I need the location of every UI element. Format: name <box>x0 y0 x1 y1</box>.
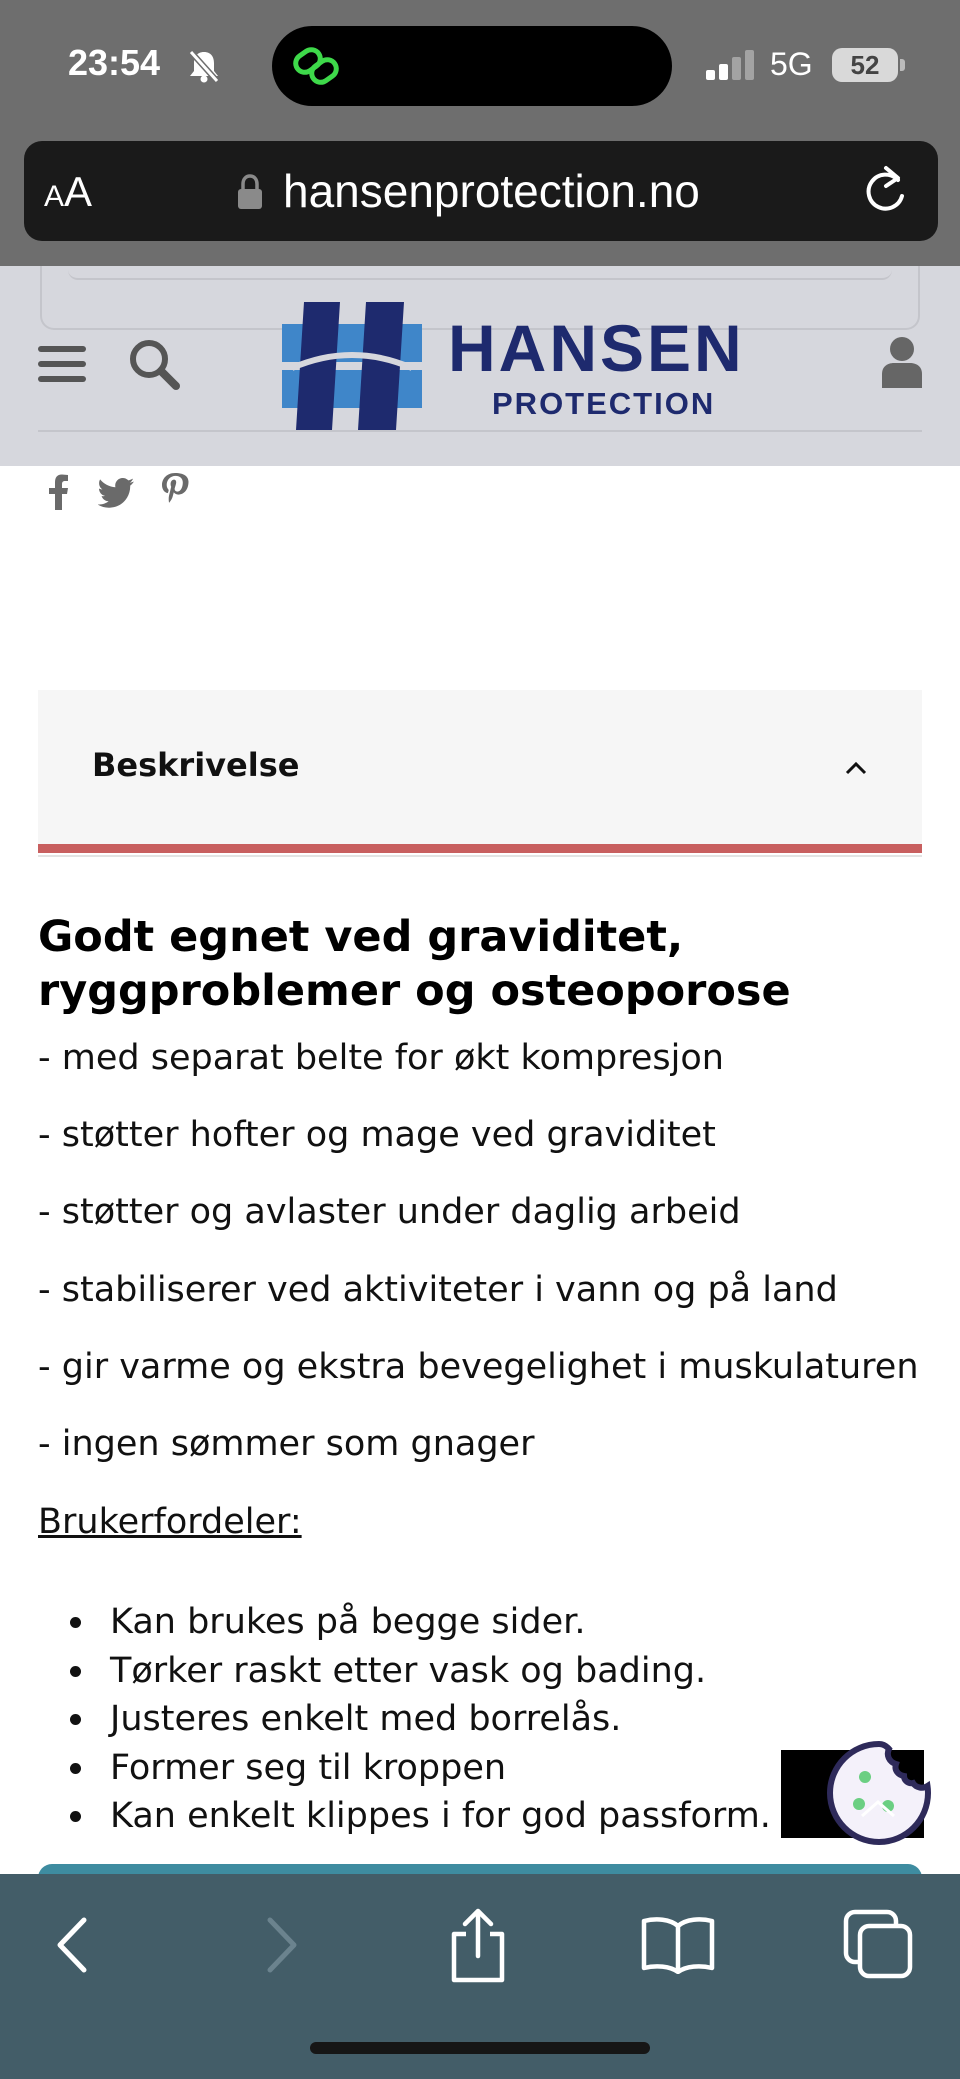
tabs-icon[interactable] <box>842 1908 914 1980</box>
pinterest-icon[interactable] <box>160 472 190 510</box>
header-divider <box>38 430 922 432</box>
accordion-divider <box>38 855 922 857</box>
feature-item: - stabiliserer ved aktiviteter i vann og på land <box>38 1270 838 1310</box>
logo-subtitle[interactable]: PROTECTION <box>492 386 716 421</box>
reload-icon[interactable] <box>862 164 910 216</box>
forward-icon[interactable] <box>262 1914 302 1976</box>
benefit-item: Tørker raskt etter vask og bading. <box>38 1647 771 1696</box>
feature-item: - støtter og avlaster under daglig arbeid <box>38 1192 741 1232</box>
text-size-small: A <box>44 180 65 213</box>
text-size-big: A <box>64 168 93 215</box>
benefit-item: Former seg til kroppen <box>38 1744 771 1793</box>
network-label: 5G <box>770 46 813 82</box>
header-card-edge-inner <box>68 266 892 280</box>
benefit-item: Kan enkelt klippes i for god passform. <box>38 1792 771 1841</box>
benefit-list <box>38 1598 771 1841</box>
feature-item: - gir varme og ekstra bevegelighet i muskulaturen <box>38 1347 919 1387</box>
bookmarks-icon[interactable] <box>640 1914 716 1974</box>
search-icon[interactable] <box>126 336 182 392</box>
cookie-icon[interactable] <box>826 1740 932 1846</box>
share-icon[interactable] <box>446 1906 510 1984</box>
accordion-title[interactable]: Beskrivelse <box>92 746 300 784</box>
chevron-up-icon[interactable] <box>844 760 868 776</box>
facebook-icon[interactable] <box>46 474 70 510</box>
feature-item: - ingen sømmer som gnager <box>38 1424 535 1464</box>
accordion-accent-bar <box>38 844 922 853</box>
bell-slash-icon <box>186 48 222 84</box>
benefit-item: Justeres enkelt med borrelås. <box>38 1695 771 1744</box>
lock-icon <box>236 174 264 210</box>
description-heading: Godt egnet ved graviditet, ryggproblemer og osteoporose <box>38 912 791 1016</box>
user-icon[interactable] <box>880 336 924 388</box>
feature-item: - støtter hofter og mage ved graviditet <box>38 1115 716 1155</box>
logo-title[interactable]: HANSEN <box>448 311 745 385</box>
signal-icon <box>706 50 756 80</box>
status-time: 23:54 <box>68 42 161 83</box>
benefit-item: Kan brukes på begge sider. <box>38 1598 771 1647</box>
home-indicator <box>310 2042 650 2054</box>
feature-item: - med separat belte for økt kompresjon <box>38 1038 724 1078</box>
battery-cap <box>900 59 905 71</box>
back-icon[interactable] <box>52 1914 92 1976</box>
logo-mark-icon[interactable] <box>282 302 422 430</box>
twitter-icon[interactable] <box>98 478 134 508</box>
benefits-title: Brukerfordeler: <box>38 1502 302 1542</box>
battery-indicator: 52 <box>832 48 898 82</box>
text-size-button[interactable] <box>44 168 92 216</box>
link-icon <box>292 46 340 86</box>
menu-icon[interactable] <box>38 344 86 384</box>
url-text[interactable]: hansenprotection.no <box>283 165 700 217</box>
